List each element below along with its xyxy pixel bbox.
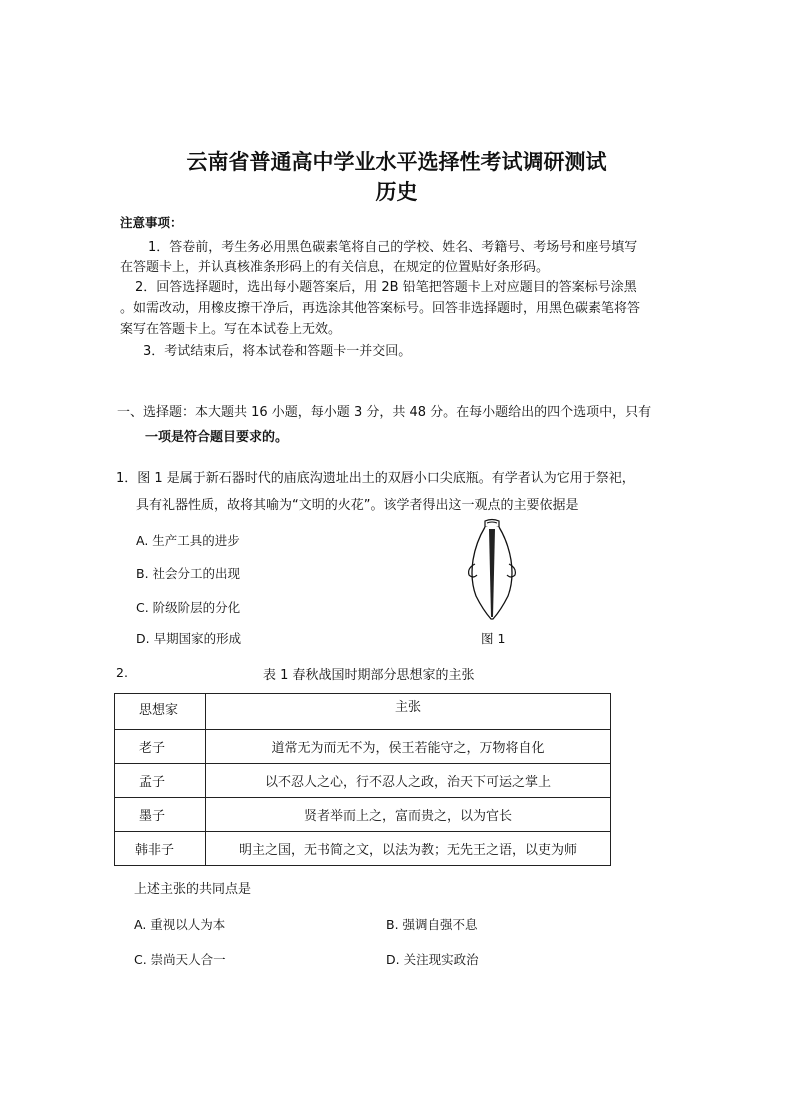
q2-option-c: C. 崇尚天人合一 [134, 952, 226, 967]
subject-title: 历史 [375, 179, 418, 204]
claim-cell: 以不忍人之心，行不忍人之政，治天下可运之掌上 [206, 764, 611, 798]
notice-heading: 注意事项： [120, 215, 183, 230]
q1-option-b: B. 社会分工的出现 [136, 566, 241, 581]
notice-line: 案写在答题卡上。写在本试卷上无效。 [120, 322, 342, 337]
question-1-stem: 1．图 1 是属于新石器时代的庙底沟遗址出土的双唇小口尖底瓶。有学者认为它用于祭祀， [116, 471, 635, 486]
thinker-cell: 孟子 [115, 764, 206, 798]
question-2-stem: 上述主张的共同点是 [134, 882, 252, 897]
q1-option-d: D. 早期国家的形成 [136, 631, 242, 646]
thinkers-table [114, 693, 611, 866]
notice-line: 在答题卡上，并认真核准条形码上的有关信息，在规定的位置贴好条形码。 [120, 260, 550, 275]
column-header-claim: 主张 [206, 694, 611, 730]
table-row [115, 764, 611, 798]
q2-option-b: B. 强调自强不息 [386, 917, 478, 932]
notice-line: 。如需改动，用橡皮擦干净后，再选涂其他答案标号。回答非选择题时，用黑色碳素笔将答 [120, 301, 641, 316]
page-title: 云南省普通高中学业水平选择性考试调研测试 [186, 149, 607, 174]
thinker-cell: 墨子 [115, 798, 206, 832]
column-header-thinker: 思想家 [115, 694, 206, 730]
table-header-row [115, 694, 611, 730]
q2-option-a: A. 重视以人为本 [134, 917, 226, 932]
thinker-cell: 韩非子 [115, 832, 206, 866]
amphora-icon [462, 518, 524, 622]
question-1-stem-cont: 具有礼器性质，故将其喻为“文明的火花”。该学者得出这一观点的主要依据是 [136, 498, 579, 513]
question-2-number: 2. [116, 665, 128, 680]
table-row [115, 730, 611, 764]
table-row [115, 798, 611, 832]
claim-cell: 明主之国，无书简之文，以法为教；无先王之语，以吏为师 [206, 832, 611, 866]
thinker-cell: 老子 [115, 730, 206, 764]
table-row [115, 832, 611, 866]
q1-option-c: C. 阶级阶层的分化 [136, 600, 241, 615]
figure-caption: 图 1 [481, 631, 506, 646]
section-heading-cont: 一项是符合题目要求的。 [145, 430, 289, 445]
claim-cell: 道常无为而无不为，侯王若能守之，万物将自化 [206, 730, 611, 764]
notice-line: 1．答卷前，考生务必用黑色碳素笔将自己的学校、姓名、考籍号、考场号和座号填写 [148, 240, 638, 255]
notice-line: 3．考试结束后，将本试卷和答题卡一并交回。 [143, 344, 412, 359]
notice-line: 2．回答选择题时，选出每小题答案后，用 2B 铅笔把答题卡上对应题目的答案标号涂黑 [135, 280, 637, 295]
q1-option-a: A. 生产工具的进步 [136, 533, 240, 548]
claim-cell: 贤者举而上之，富而贵之，以为官长 [206, 798, 611, 832]
table-caption: 表 1 春秋战国时期部分思想家的主张 [263, 668, 475, 683]
section-heading: 一、选择题：本大题共 16 小题，每小题 3 分，共 48 分。在每小题给出的四个选项中，只有 [117, 405, 652, 420]
q2-option-d: D. 关注现实政治 [386, 952, 479, 967]
